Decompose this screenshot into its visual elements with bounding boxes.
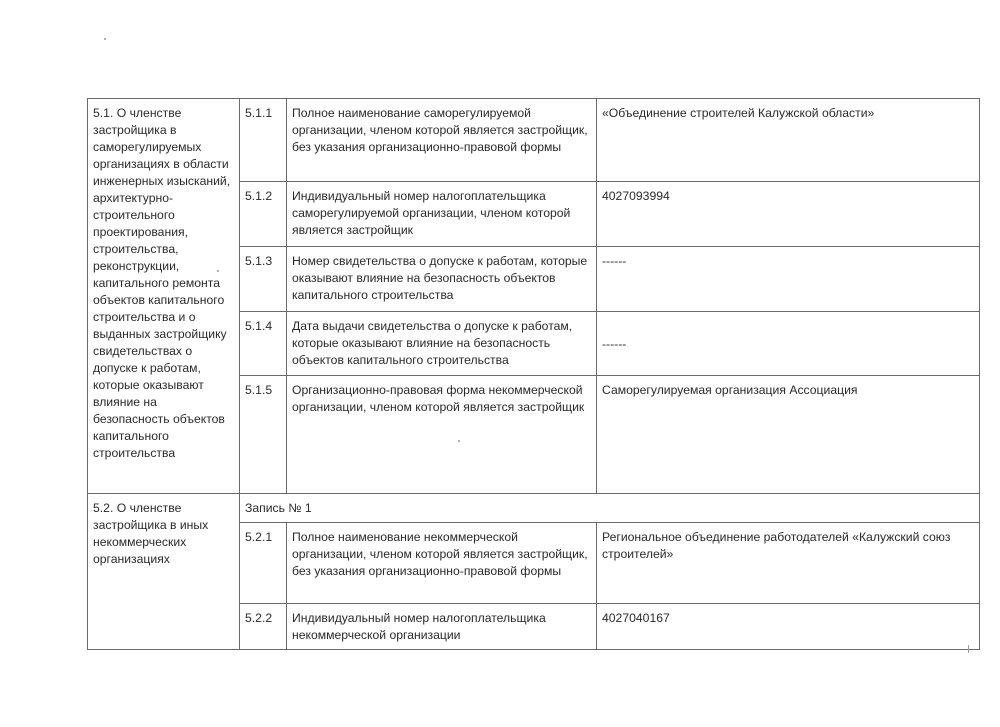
row-value: 4027040167 <box>597 604 980 650</box>
row-number: 5.1.4 <box>240 312 287 376</box>
row-label: Полное наименование некоммерческой организации, членом которой является застройщик, без указания организационно-правовой формы <box>287 523 597 604</box>
scan-speck <box>217 270 219 272</box>
row-label: Полное наименование саморегулируемой организации, членом которой является застройщик, без указания организационно-правовой формы <box>287 99 597 182</box>
row-value: Региональное объединение работодателей «Калужский союз строителей» <box>597 523 980 604</box>
record-label: Запись № 1 <box>240 494 980 523</box>
row-number: 5.1.5 <box>240 376 287 494</box>
table-row <box>88 99 980 182</box>
table-row <box>88 494 980 523</box>
row-label: Индивидуальный номер налогоплательщика саморегулируемой организации, членом которой является застройщик <box>287 182 597 247</box>
row-number: 5.1.1 <box>240 99 287 182</box>
row-number: 5.2.1 <box>240 523 287 604</box>
row-value-text: ------ <box>602 337 627 351</box>
row-label: Номер свидетельства о допуске к работам, которые оказывают влияние на безопасность объектов капитального строительства <box>287 247 597 312</box>
row-label: Индивидуальный номер налогоплательщика некоммерческой организации <box>287 604 597 650</box>
row-value: 4027093994 <box>597 182 980 247</box>
row-label: Дата выдачи свидетельства о допуске к работам, которые оказывают влияние на безопасность объектов капитального строительства <box>287 312 597 376</box>
row-number: 5.1.3 <box>240 247 287 312</box>
row-label: Организационно-правовая форма некоммерческой организации, членом которой является застройщик <box>287 376 597 494</box>
scan-speck <box>104 38 106 40</box>
section-5-1-title: 5.1. О членстве застройщика в саморегулируемых организациях в области инженерных изысканий, архитектурно-строительного проектирования, строительства, реконструкции, капитального ремонта объектов капитального строительства и о выданных застройщику свидетельствах о допуске к работам, которые оказывают влияние на безопасность объектов капитального строительства <box>88 99 240 494</box>
row-value: «Объединение строителей Калужской области» <box>597 99 980 182</box>
row-number: 5.1.2 <box>240 182 287 247</box>
row-number: 5.2.2 <box>240 604 287 650</box>
developer-membership-table <box>87 98 980 650</box>
section-5-2-title: 5.2. О членстве застройщика в иных некоммерческих организациях <box>88 494 240 650</box>
row-value: Саморегулируемая организация Ассоциация <box>597 376 980 494</box>
scan-speck <box>458 440 460 442</box>
row-value <box>597 312 980 376</box>
row-value: ------ <box>597 247 980 312</box>
scan-speck <box>968 645 969 653</box>
